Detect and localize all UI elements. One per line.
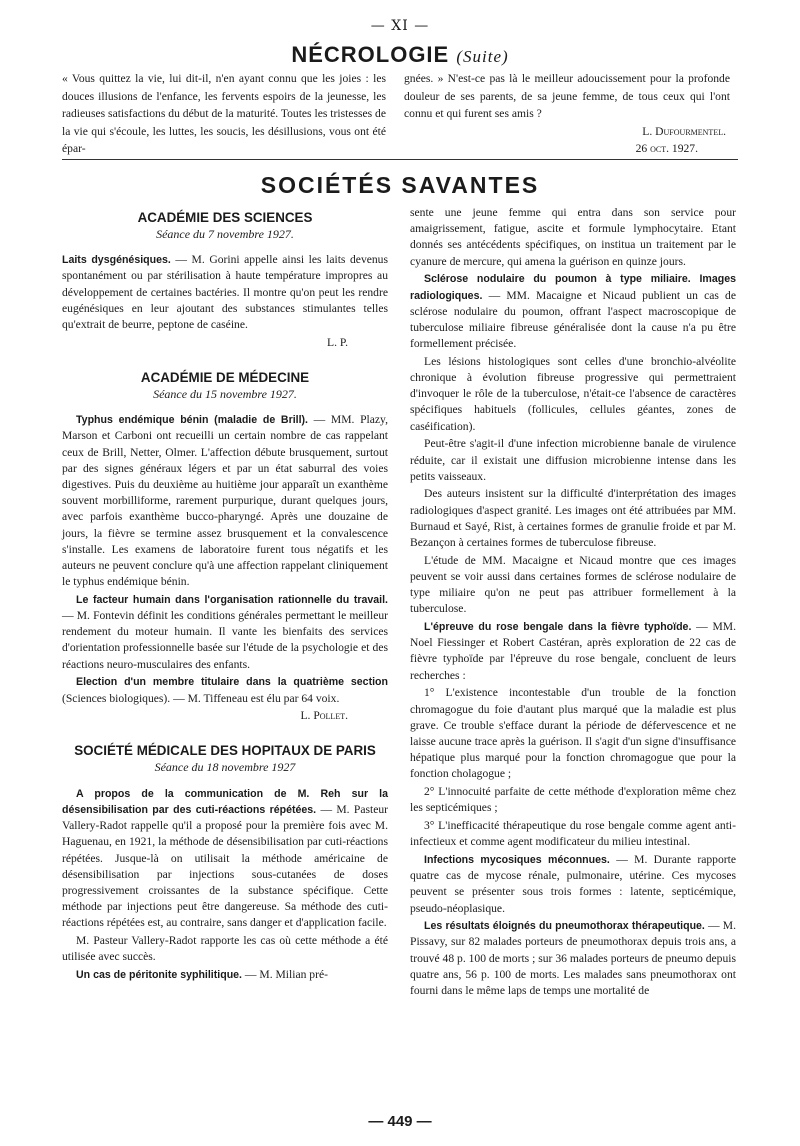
section-rule <box>62 159 738 160</box>
acad-medecine-paragraph <box>62 674 388 706</box>
acad-sciences-paragraph <box>62 252 388 333</box>
page-number: — 449 — <box>368 1113 432 1130</box>
right-column <box>410 205 736 1001</box>
paragraph-body: — MM. Noel Fiessinger et Robert Castéran, après exploration de 22 cas de fièvre typhoïde par l'épreuve du rose bengale, concluent de leurs recherches : <box>410 620 736 682</box>
right-paragraph: 3° L'inefficacité thérapeutique du rose bengale comme agent anti-infectieux et comme agent modificateur du milieu intestinal. <box>410 819 736 849</box>
necrologie-suite: (Suite) <box>456 47 509 66</box>
right-paragraph <box>410 852 736 917</box>
necrologie-left-text: « Vous quittez la vie, lui dit-il, n'en ayant connu que les joies : les douces illusions de l'enfance, les fervents espoirs de la jeunesse, les radieuses satisfactions du début de la maturité. Toutes les tristesses de la vie qui s'écoule, les luttes, les soucis, les désillusions, vous ont été épar- <box>62 72 386 156</box>
necrologie-right-text: gnées. » N'est-ce pas là le meilleur adoucissement pour la profonde douleur de ses parents, de sa jeune femme, de tous ceux qui l'ont connu et qui furent ses amis ? <box>404 72 730 121</box>
paragraph-head: Election d'un membre titulaire dans la quatrième section <box>76 676 388 689</box>
paragraph-body: — MM. Macaigne et Nicaud publient un cas de sclérose nodulaire du poumon, offrant l'aspect macroscopique de tuberculose miliaire fibreuse généralisée dont la cause n'a pu être formellement précisée. <box>410 288 736 351</box>
right-paragraph: 1° L'existence incontestable d'un trouble de la fonction chromagogue du foie d'autant plus marqué que la maladie est plus grave. Ce trouble s'efface durant la période de défervescence et ne laisse aucune trace après la guérison. Il s'agit d'un signe d'insuffisance hépatique plus marqué pour la fonction chromagogue que pour la fonction cholagogue ; <box>410 686 736 781</box>
necrologie-title <box>0 42 800 68</box>
acad-medecine-paragraph <box>62 412 388 590</box>
paragraph-body: — M. Durante rapporte quatre cas de mycose rénale, pulmonaire, utérine. Ces mycoses peuvent se présenter sous trois formes : latente, septicémique, pseudo-néoplasique. <box>410 852 736 915</box>
right-paragraph: Les lésions histologiques sont celles d'une bronchio-alvéolite chronique à évolution fibreuse progressive qui permettraient d'invoquer le rôle de la tuberculose, n'était-ce l'absence de caractères spécifiques habituels (follicules, cellules géantes, zones de caséification). <box>410 354 736 433</box>
paragraph-head: A propos de la communication de M. Reh sur la désensibilisation par des cuti-réactions répétées. <box>62 787 388 816</box>
necrologie-date: 26 oct. 1927. <box>635 142 698 156</box>
paragraph-head: Typhus endémique bénin (maladie de Brill). <box>76 414 308 427</box>
acad-medecine-paragraph <box>62 592 388 673</box>
paragraph-head: Laits dysgénésiques. <box>62 254 171 267</box>
paragraph-body: (Sciences biologiques). — M. Tiffeneau est élu par 64 voix. <box>62 691 340 705</box>
right-paragraph: 2° L'innocuité parfaite de cette méthode d'exploration même chez les septicémiques ; <box>410 785 736 815</box>
right-paragraph <box>410 271 736 352</box>
right-paragraph <box>410 918 736 999</box>
acad-medecine-seance: Séance du 15 novembre 1927. <box>153 386 297 401</box>
paragraph-head: L'épreuve du rose bengale dans la fièvre typhoïde. <box>424 621 692 634</box>
necrologie-right <box>404 70 730 158</box>
necrologie-signature: L. Dufourmentel. <box>642 124 726 138</box>
soc-med-paragraph <box>62 786 388 932</box>
paragraph-body: — M. Milian pré- <box>242 967 328 981</box>
paragraph-head: Infections mycosiques méconnues. <box>424 853 610 866</box>
right-paragraph: sente une jeune femme qui entra dans son service pour amaigrissement, fatigue, ascite et formule lymphocytaire. Etant donnés ses antécédents spécifiques, on institua un traitement par le cyanure de mercure, qui amena la guérison en quinze jours. <box>410 206 736 268</box>
right-paragraph <box>410 619 736 684</box>
soc-med-paragraph <box>62 967 388 983</box>
paragraph-head: Sclérose nodulaire du poumon à type miliaire. Images radiologiques. <box>410 273 736 302</box>
paragraph-body: — M. Pasteur Vallery-Radot rappelle qu'il a proposé pour la première fois avec M. Haguenau, en 1921, la méthode de désensibilisation par cuti-réactions répétées. Jusque-là on utilisait la méthode américaine de désensibilisation par injections sous-cutanées de doses progressivement croissantes de la substance spécifique. Cette méthode par injections peut être dangereuse. Sa méthode des cuti-réactions répétées est, au contraire, sans danger et d'application facile. <box>62 802 388 930</box>
right-paragraph: Des auteurs insistent sur la difficulté d'interprétation des images radiologiques d'aspect granité. Les images ont été attribuées par MM. Burnaud et Sayé, Rist, à certaines formes de granulie froide et par M. Bezançon à certaines formes de tuberculose fibreuse. <box>410 487 736 550</box>
soc-med-paragraph: M. Pasteur Vallery-Radot rapporte les cas où cette méthode a été utilisée avec succès. <box>62 934 388 964</box>
soc-med-title: SOCIÉTÉ MÉDICALE DES HOPITAUX DE PARIS <box>74 743 376 759</box>
necrologie-title-text: NÉCROLOGIE <box>291 42 450 67</box>
right-paragraph: Peut-être s'agit-il d'une infection microbienne banale de virulence réduite, car il existait une diffusion microbienne intense dans les petits vaisseaux. <box>410 437 736 483</box>
paragraph-head: Le facteur humain dans l'organisation rationnelle du travail. <box>76 593 388 606</box>
acad-medecine-signature: L. Pollet. <box>300 709 348 723</box>
acad-sciences-signature: L. P. <box>327 335 348 349</box>
paragraph-head: Les résultats éloignés du pneumothorax thérapeutique. <box>424 920 705 933</box>
acad-sciences-title: ACADÉMIE DES SCIENCES <box>137 210 313 225</box>
paragraph-head: Un cas de péritonite syphilitique. <box>76 968 242 981</box>
paragraph-body: — M. Fontevin définit les conditions générales permettant le meilleur rendement du moteur humain. Il vante les bienfaits des services d'orientation professionnelle basée sur l'étude de la psychologie et des réactions neuro-musculaires des enfants. <box>62 609 388 671</box>
page-roman-number: — XI — <box>370 18 430 34</box>
main-title: SOCIÉTÉS SAVANTES <box>260 172 540 198</box>
acad-sciences-seance: Séance du 7 novembre 1927. <box>156 227 294 241</box>
paragraph-body: — M. Pissavy, sur 82 malades porteurs de pneumothorax depuis trois ans, a trouvé 48 p. 100 de morts ; sur 36 malades porteurs de pneumo depuis quatre ans, 56 p. 100 de morts. Les malades sans pneumothorax ont fourni dans le même laps de temps une mortalité de <box>410 919 736 998</box>
necrologie-left <box>62 70 386 158</box>
acad-medecine-title: ACADÉMIE DE MÉDECINE <box>140 369 310 385</box>
paragraph-body: — M. Gorini appelle ainsi les laits devenus spontanément ou par stérilisation à haute température impropres au développement de certaines bactéries. Il montre qu'on peut les rendre eugénésiques en leur ajoutant des substances stimulantes telles qu'extrait de beurre, peptone de caséine. <box>62 253 388 332</box>
left-column <box>62 205 388 985</box>
right-paragraph: L'étude de MM. Macaigne et Nicaud montre que ces images peuvent se voir aussi dans certaines formes de sclérose nodulaire de type miliaire qu'on ne peut pas attribuer formellement à la tuberculose. <box>410 553 736 616</box>
paragraph-body: — MM. Plazy, Marson et Carboni ont recueilli un certain nombre de cas rappelant ceux de Brill, Netter, Olmer. L'affection débute brusquement, surtout par des signes généraux légers et par un état saburral des voies digestives. Puis du deuxième au huitième jour apparaît un exanthème souvent morbilliforme, rarement purpurique, durant quelques jours, avec parfois exanthème bucco-pharyngé. Après une douzaine de jours, la fièvre se termine assez brusquement et la convalescence s'installe. Les examens de laboratoire furent tous négatifs et les auteurs ne peuvent conclure qu'à une affection rappelant cliniquement le typhus endémique bénin. <box>62 413 388 589</box>
soc-med-seance: Séance du 18 novembre 1927 <box>154 760 296 775</box>
